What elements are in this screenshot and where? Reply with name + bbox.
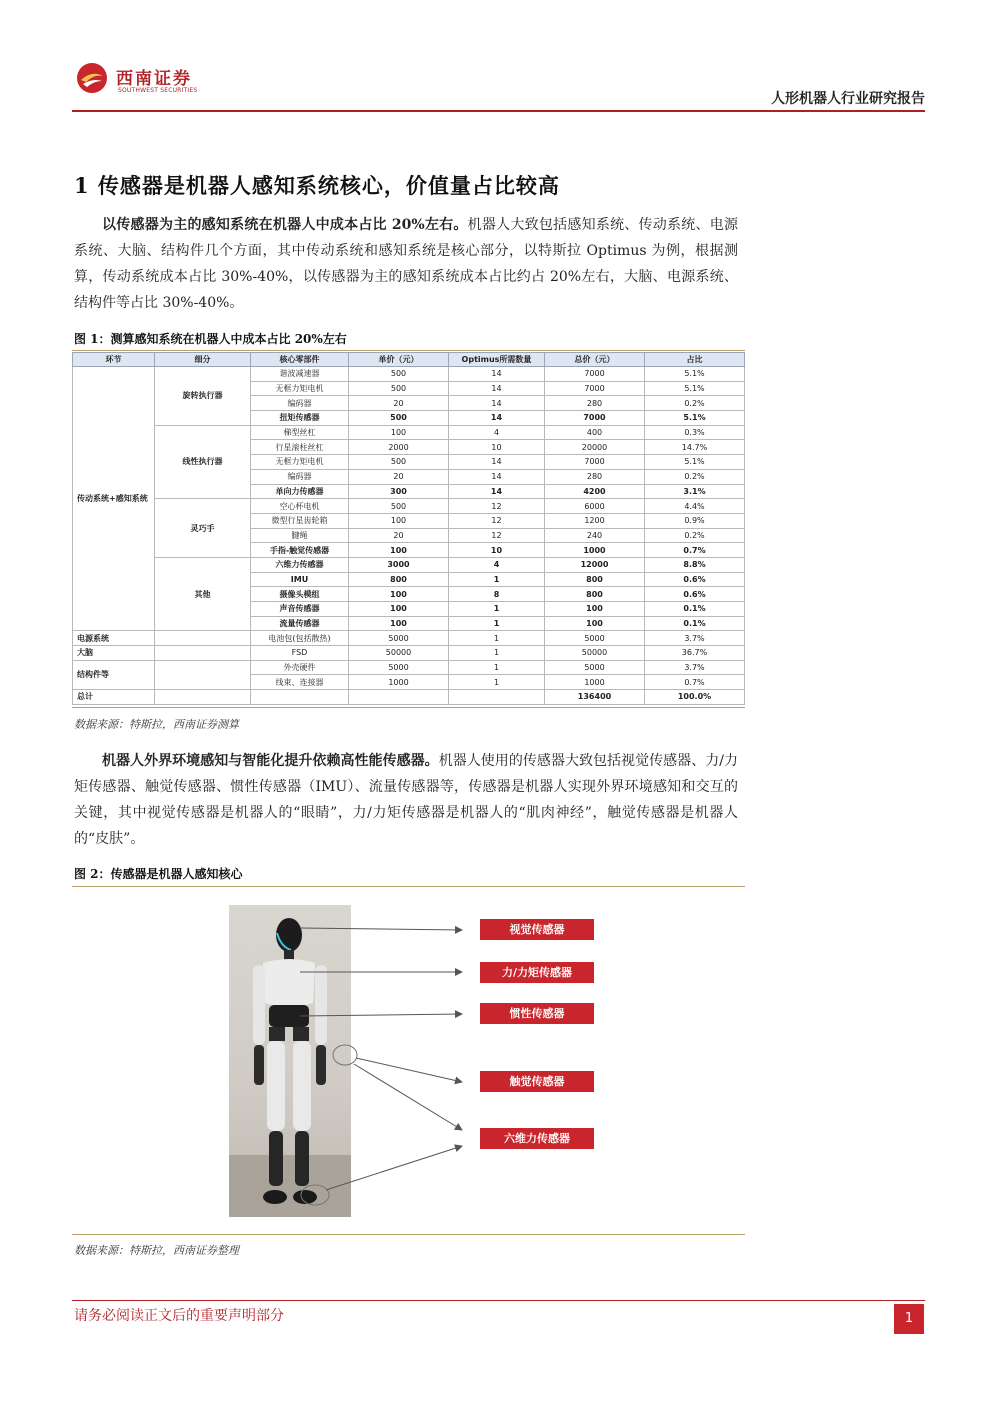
cell-component: 无框力矩电机 [251, 381, 349, 396]
cell-component: 谐波减速器 [251, 367, 349, 382]
cell-share: 3.7% [645, 660, 745, 675]
header-subsystem: 细分 [155, 353, 251, 367]
cell-component: 编码器 [251, 469, 349, 484]
figure-2-bottom-rule [72, 1234, 745, 1235]
cell-total-price: 7000 [545, 367, 645, 382]
header-unit-price: 单价（元） [349, 353, 449, 367]
section-heading: 1 传感器是机器人感知系统核心，价值量占比较高 [74, 173, 560, 198]
cell-quantity: 4 [449, 425, 545, 440]
cell-share: 0.7% [645, 543, 745, 558]
cell-quantity: 1 [449, 631, 545, 646]
tag-force-torque-sensor: 力/力矩传感器 [480, 962, 594, 983]
cell-quantity: 12 [449, 528, 545, 543]
cell-total-price: 6000 [545, 499, 645, 514]
cell-unit-price: 500 [349, 499, 449, 514]
cell-total-price: 7000 [545, 411, 645, 426]
cell-total-price: 1000 [545, 675, 645, 690]
paragraph-lead: 机器人外界环境感知与智能化提升依赖高性能传感器。 [102, 753, 439, 769]
cell-share: 3.1% [645, 484, 745, 499]
cell-quantity: 14 [449, 469, 545, 484]
cell-unit-price: 800 [349, 572, 449, 587]
cell-subsystem: 灵巧手 [155, 499, 251, 558]
cell-quantity: 14 [449, 455, 545, 470]
cell-segment: 电源系统 [73, 631, 155, 646]
cell-total-value: 136400 [545, 690, 645, 705]
cell-share: 5.1% [645, 411, 745, 426]
page-number: 1 [894, 1304, 924, 1334]
cell-component: 单向力传感器 [251, 484, 349, 499]
cell-unit-price: 5000 [349, 631, 449, 646]
header-quantity: Optimus所需数量 [449, 353, 545, 367]
figure-1-source: 数据来源：特斯拉，西南证券测算 [74, 718, 239, 731]
cell-subsystem: 旋转执行器 [155, 367, 251, 426]
cell-component: IMU [251, 572, 349, 587]
cell-component: 梯型丝杠 [251, 425, 349, 440]
cell-quantity: 14 [449, 396, 545, 411]
cell-total-price: 400 [545, 425, 645, 440]
figure-2-source: 数据来源：特斯拉，西南证券整理 [74, 1244, 239, 1257]
cell-component: 腱绳 [251, 528, 349, 543]
cell-total-price: 800 [545, 587, 645, 602]
cell-share: 5.1% [645, 455, 745, 470]
cell-total-price: 100 [545, 602, 645, 617]
cell-quantity: 14 [449, 411, 545, 426]
cell-component: 六维力传感器 [251, 557, 349, 572]
cell-unit-price: 20 [349, 469, 449, 484]
cell-unit-price: 2000 [349, 440, 449, 455]
cell-unit-price: 50000 [349, 646, 449, 661]
cell-share: 3.7% [645, 631, 745, 646]
cell-total-price: 1000 [545, 543, 645, 558]
cell-total-price: 5000 [545, 631, 645, 646]
header-total-price: 总价（元） [545, 353, 645, 367]
cell-total-price: 50000 [545, 646, 645, 661]
cell-component: 线束、连接器 [251, 675, 349, 690]
cell-quantity: 14 [449, 367, 545, 382]
cell-share: 0.1% [645, 616, 745, 631]
paragraph-body: 机器人使用的传感器大致包括视觉传感器、力/力矩传感器、触觉传感器、惯性传感器（IMU）、流量传感器等，传感器是机器人实现外界环境感知和交互的关键，其中视觉传感器是机器人的“眼睛”，力/力矩传感器是机器人的“肌肉神经”，触觉传感器是机器人的“皮肤”。 [74, 753, 739, 847]
header-share: 占比 [645, 353, 745, 367]
cell-component: 流量传感器 [251, 616, 349, 631]
header-component: 核心零部件 [251, 353, 349, 367]
footer-notice: 请务必阅读正文后的重要声明部分 [74, 1308, 284, 1324]
cell-unit-price: 100 [349, 543, 449, 558]
cell-quantity: 14 [449, 484, 545, 499]
figure-1-title: 图 1：测算感知系统在机器人中成本占比 20%左右 [74, 332, 347, 346]
logo-english-name: SOUTHWEST SECURITIES [118, 87, 198, 94]
cell-share: 36.7% [645, 646, 745, 661]
cell-component: 扭矩传感器 [251, 411, 349, 426]
cell-segment: 传动系统+感知系统 [73, 367, 155, 631]
cell-total-price: 280 [545, 469, 645, 484]
cell-component: 空心杯电机 [251, 499, 349, 514]
cell-component: 声音传感器 [251, 602, 349, 617]
cell-component: 无框力矩电机 [251, 455, 349, 470]
cell-unit-price: 100 [349, 587, 449, 602]
cell-unit-price: 100 [349, 602, 449, 617]
cell-share: 4.4% [645, 499, 745, 514]
cell-share: 0.6% [645, 572, 745, 587]
cell-unit-price: 1000 [349, 675, 449, 690]
cell-total-share: 100.0% [645, 690, 745, 705]
cell-share: 0.3% [645, 425, 745, 440]
cell-unit-price: 3000 [349, 557, 449, 572]
cell-component: FSD [251, 646, 349, 661]
cell-quantity: 1 [449, 616, 545, 631]
cell-unit-price: 20 [349, 396, 449, 411]
cell-component: 微型行星齿轮箱 [251, 513, 349, 528]
cell-share: 8.8% [645, 557, 745, 572]
cell-quantity: 10 [449, 440, 545, 455]
cell-segment: 大脑 [73, 646, 155, 661]
cell-total-price: 1200 [545, 513, 645, 528]
cell-quantity: 4 [449, 557, 545, 572]
cell-total-price: 800 [545, 572, 645, 587]
cell-component: 编码器 [251, 396, 349, 411]
cell-subsystem: 线性执行器 [155, 425, 251, 498]
cell-component: 行星滚柱丝杠 [251, 440, 349, 455]
cell-share: 5.1% [645, 367, 745, 382]
figure-2-title: 图 2：传感器是机器人感知核心 [74, 867, 243, 881]
cell-total-price: 20000 [545, 440, 645, 455]
paragraph-lead: 以传感器为主的感知系统在机器人中成本占比 20%左右。 [102, 217, 468, 233]
cell-quantity: 1 [449, 602, 545, 617]
tag-inertial-sensor: 惯性传感器 [480, 1003, 594, 1024]
cell-unit-price: 500 [349, 455, 449, 470]
cell-total-price: 12000 [545, 557, 645, 572]
cell-quantity: 12 [449, 513, 545, 528]
cell-quantity: 10 [449, 543, 545, 558]
cell-unit-price: 300 [349, 484, 449, 499]
cell-share: 0.7% [645, 675, 745, 690]
cell-total-price: 240 [545, 528, 645, 543]
cell-quantity: 1 [449, 572, 545, 587]
cell-unit-price: 100 [349, 616, 449, 631]
cell-total-label: 总计 [73, 690, 155, 705]
cell-share: 0.6% [645, 587, 745, 602]
footer-divider [72, 1300, 925, 1301]
cell-share: 0.2% [645, 396, 745, 411]
cell-segment: 结构件等 [73, 660, 155, 689]
cell-unit-price: 5000 [349, 660, 449, 675]
cell-quantity: 8 [449, 587, 545, 602]
cell-total-price: 5000 [545, 660, 645, 675]
cell-component: 电池包(包括散热) [251, 631, 349, 646]
cell-total-price: 100 [545, 616, 645, 631]
tag-tactile-sensor: 触觉传感器 [480, 1071, 594, 1092]
cell-quantity: 14 [449, 381, 545, 396]
report-title: 人形机器人行业研究报告 [771, 91, 925, 107]
cell-unit-price: 20 [349, 528, 449, 543]
cell-share: 14.7% [645, 440, 745, 455]
header-segment: 环节 [73, 353, 155, 367]
cell-component: 摄像头模组 [251, 587, 349, 602]
cell-share: 0.2% [645, 528, 745, 543]
cell-subsystem: 其他 [155, 557, 251, 630]
tag-six-axis-force-sensor: 六维力传感器 [480, 1128, 594, 1149]
paragraph-body: 机器人大致包括感知系统、传动系统、电源系统、大脑、结构件几个方面，其中传动系统和感知系统是核心部分，以特斯拉 Optimus 为例，根据测算，传动系统成本占比 30%-40%，以传感器为主的感知系统成本占比约占 20%左右，大脑、电源系统、结构件等占比 30%-40%。 [74, 217, 738, 311]
cell-quantity: 1 [449, 660, 545, 675]
cell-share: 0.2% [645, 469, 745, 484]
cell-quantity: 1 [449, 646, 545, 661]
cell-share: 0.1% [645, 602, 745, 617]
cell-unit-price: 500 [349, 367, 449, 382]
cell-share: 0.9% [645, 513, 745, 528]
cell-unit-price: 500 [349, 381, 449, 396]
cell-unit-price: 100 [349, 425, 449, 440]
cell-total-price: 7000 [545, 381, 645, 396]
cell-quantity: 12 [449, 499, 545, 514]
cell-total-price: 7000 [545, 455, 645, 470]
logo-chinese-name: 西南证券 [116, 69, 192, 89]
tag-vision-sensor: 视觉传感器 [480, 919, 594, 940]
cell-component: 外壳硬件 [251, 660, 349, 675]
cell-unit-price: 100 [349, 513, 449, 528]
cell-component: 手指-触觉传感器 [251, 543, 349, 558]
cell-unit-price: 500 [349, 411, 449, 426]
cell-share: 5.1% [645, 381, 745, 396]
cell-total-price: 4200 [545, 484, 645, 499]
cell-total-price: 280 [545, 396, 645, 411]
cell-quantity: 1 [449, 675, 545, 690]
